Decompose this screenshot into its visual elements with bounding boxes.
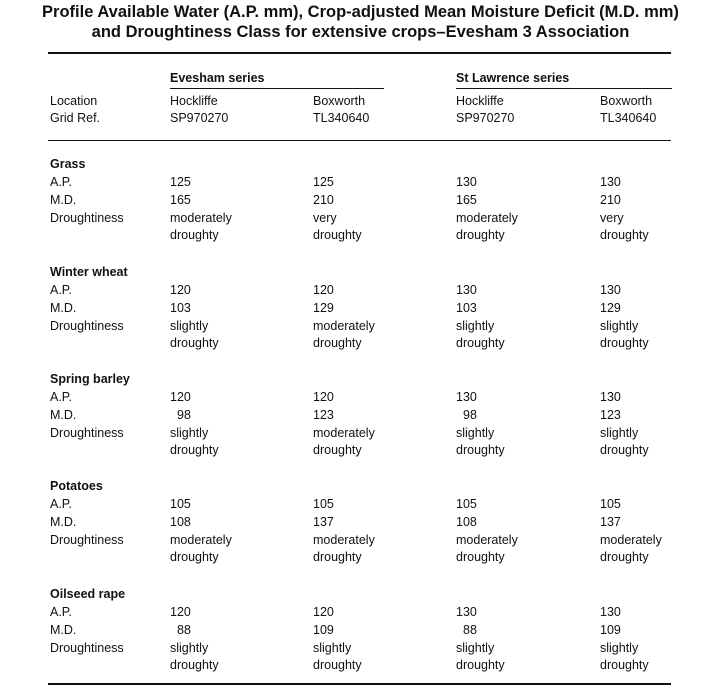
droughtiness-class: droughty (313, 550, 362, 564)
site-grid-ref: TL340640 (600, 111, 657, 125)
ap-value: 130 (600, 390, 621, 404)
crop-name: Grass (50, 157, 86, 171)
droughtiness-class: droughty (170, 550, 219, 564)
ap-value: 120 (313, 605, 334, 619)
top-rule (48, 52, 671, 54)
ap-value: 120 (313, 283, 334, 297)
ap-value: 130 (600, 283, 621, 297)
ap-value: 105 (600, 497, 621, 511)
md-value: 88 (177, 623, 191, 637)
droughtiness-label: Droughtiness (50, 426, 124, 440)
droughtiness-class: moderately (313, 426, 375, 440)
md-value: 165 (170, 193, 191, 207)
droughtiness-label: Droughtiness (50, 319, 124, 333)
crop-name: Oilseed rape (50, 587, 126, 601)
droughtiness-class: very (313, 211, 337, 225)
site-grid-ref: TL340640 (313, 111, 370, 125)
site-location: Hockliffe (170, 94, 218, 108)
droughtiness-label: Droughtiness (50, 211, 124, 225)
ap-value: 130 (600, 175, 621, 189)
ap-label: A.P. (50, 497, 73, 511)
ap-value: 130 (456, 390, 477, 404)
ap-value: 120 (170, 605, 191, 619)
droughtiness-class: slightly (600, 641, 639, 655)
droughtiness-class: moderately (313, 533, 375, 547)
droughtiness-class: droughty (456, 550, 505, 564)
md-label: M.D. (50, 301, 77, 315)
location-label: Location (50, 94, 98, 108)
droughtiness-class: moderately (170, 533, 232, 547)
series-underline-evesham (170, 88, 384, 89)
md-label: M.D. (50, 623, 77, 637)
droughtiness-class: droughty (170, 658, 219, 672)
droughtiness-class: moderately (456, 533, 518, 547)
ap-label: A.P. (50, 390, 73, 404)
ap-label: A.P. (50, 175, 73, 189)
site-location: Boxworth (313, 94, 366, 108)
ap-value: 120 (170, 283, 191, 297)
droughtiness-class: droughty (313, 658, 362, 672)
md-value: 88 (463, 623, 477, 637)
droughtiness-class: slightly (600, 319, 639, 333)
title-line-2: and Droughtiness Class for extensive crops–Evesham 3 Association (91, 23, 630, 41)
md-value: 103 (170, 301, 191, 315)
droughtiness-class: slightly (456, 426, 495, 440)
droughtiness-class: droughty (456, 443, 505, 457)
droughtiness-class: moderately (313, 319, 375, 333)
droughtiness-class: moderately (170, 211, 232, 225)
droughtiness-class: droughty (170, 443, 219, 457)
md-value: 137 (600, 515, 621, 529)
ap-value: 130 (456, 605, 477, 619)
ap-value: 130 (456, 175, 477, 189)
series-header-st-lawrence: St Lawrence series (456, 71, 570, 85)
droughtiness-class: slightly (456, 641, 495, 655)
grid-ref-label: Grid Ref. (50, 111, 101, 125)
droughtiness-class: droughty (600, 658, 649, 672)
ap-value: 105 (313, 497, 334, 511)
md-value: 103 (456, 301, 477, 315)
ap-value: 130 (600, 605, 621, 619)
droughtiness-class: moderately (600, 533, 662, 547)
ap-label: A.P. (50, 283, 73, 297)
droughtiness-class: slightly (600, 426, 639, 440)
md-label: M.D. (50, 515, 77, 529)
droughtiness-class: droughty (313, 443, 362, 457)
droughtiness-class: droughty (456, 228, 505, 242)
droughtiness-class: slightly (313, 641, 352, 655)
droughtiness-class: droughty (600, 228, 649, 242)
droughtiness-class: droughty (456, 658, 505, 672)
md-value: 210 (600, 193, 621, 207)
md-value: 108 (456, 515, 477, 529)
droughtiness-class: droughty (170, 336, 219, 350)
md-value: 210 (313, 193, 334, 207)
md-value: 123 (313, 408, 334, 422)
droughtiness-class: droughty (170, 228, 219, 242)
md-label: M.D. (50, 193, 77, 207)
ap-value: 125 (313, 175, 334, 189)
crop-name: Winter wheat (50, 265, 128, 279)
ap-value: 105 (456, 497, 477, 511)
droughtiness-class: slightly (170, 319, 209, 333)
md-value: 109 (313, 623, 334, 637)
ap-value: 120 (313, 390, 334, 404)
title-line-1: Profile Available Water (A.P. mm), Crop-adjusted Mean Moisture Deficit (M.D. mm) (42, 3, 679, 21)
crop-name: Spring barley (50, 372, 130, 386)
md-value: 129 (600, 301, 621, 315)
md-value: 98 (177, 408, 191, 422)
droughtiness-class: slightly (456, 319, 495, 333)
md-label: M.D. (50, 408, 77, 422)
droughtiness-class: droughty (456, 336, 505, 350)
droughtiness-class: moderately (456, 211, 518, 225)
md-value: 129 (313, 301, 334, 315)
site-grid-ref: SP970270 (456, 111, 515, 125)
md-value: 109 (600, 623, 621, 637)
droughtiness-class: droughty (313, 228, 362, 242)
site-grid-ref: SP970270 (170, 111, 229, 125)
md-value: 98 (463, 408, 477, 422)
ap-value: 125 (170, 175, 191, 189)
ap-value: 130 (456, 283, 477, 297)
droughtiness-class: slightly (170, 641, 209, 655)
ap-value: 120 (170, 390, 191, 404)
crop-name: Potatoes (50, 479, 103, 493)
droughtiness-label: Droughtiness (50, 533, 124, 547)
droughtiness-class: very (600, 211, 624, 225)
header-rule (48, 140, 671, 141)
bottom-rule (48, 683, 671, 685)
site-location: Boxworth (600, 94, 653, 108)
md-value: 165 (456, 193, 477, 207)
droughtiness-class: droughty (600, 336, 649, 350)
md-value: 137 (313, 515, 334, 529)
droughtiness-class: droughty (600, 550, 649, 564)
site-location: Hockliffe (456, 94, 504, 108)
series-underline-st-lawrence (456, 88, 672, 89)
droughtiness-class: droughty (600, 443, 649, 457)
droughtiness-label: Droughtiness (50, 641, 124, 655)
ap-label: A.P. (50, 605, 73, 619)
series-header-evesham: Evesham series (170, 71, 265, 85)
md-value: 123 (600, 408, 621, 422)
droughtiness-class: droughty (313, 336, 362, 350)
ap-value: 105 (170, 497, 191, 511)
md-value: 108 (170, 515, 191, 529)
droughtiness-class: slightly (170, 426, 209, 440)
